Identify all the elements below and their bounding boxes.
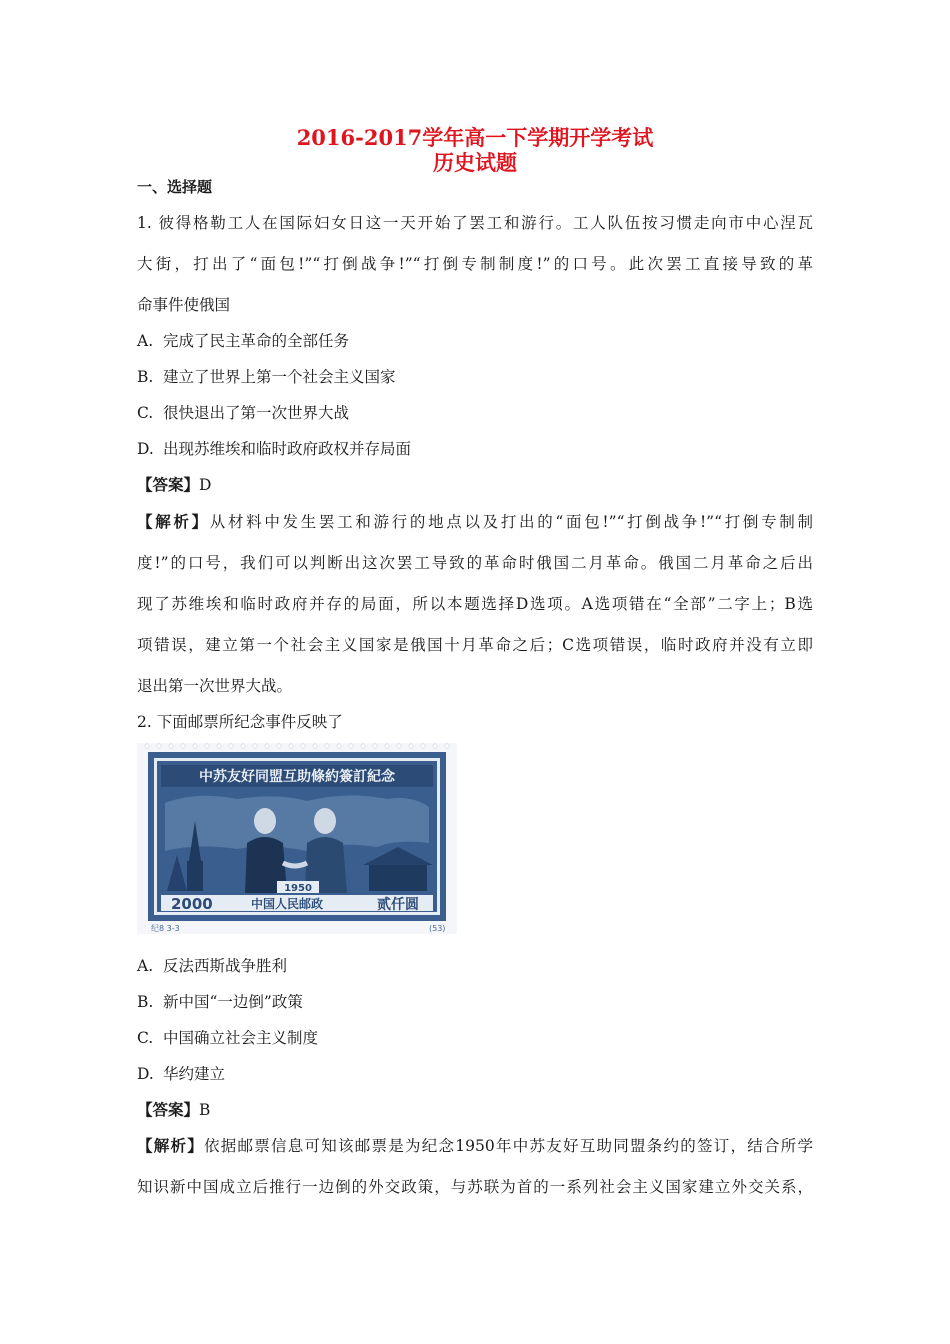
q1-answer xyxy=(137,474,211,496)
stamp-value: 2000 xyxy=(171,895,213,913)
q1-analysis-line-3: 现了苏维埃和临时政府并存的局面，所以本题选择D选项。A选项错在“全部”二字上；B选 xyxy=(137,595,813,613)
stamp-issuer: 中国人民邮政 xyxy=(250,897,324,911)
option-letter: B. xyxy=(137,368,154,386)
q1-stem-line-2: 大街，打出了“面包!”“打倒战争!”“打倒专制制度!”的口号。此次罢工直接导致的革 xyxy=(137,255,813,273)
option-letter: D. xyxy=(137,440,154,458)
q1-analysis-line-5: 退出第一次世界大战。 xyxy=(137,677,293,695)
answer-label: 【答案】 xyxy=(137,475,200,494)
stamp-image xyxy=(137,743,457,934)
answer-label: 【答案】 xyxy=(137,1100,200,1119)
analysis-text: 依据邮票信息可知该邮票是为纪念1950年中苏友好互助同盟条约的签订，结合所学 xyxy=(204,1137,813,1155)
answer-value: B xyxy=(199,1101,211,1119)
stamp-header: 中苏友好同盟互助條約簽訂紀念 xyxy=(199,769,395,785)
document-subtitle: 历史试题 xyxy=(433,150,517,175)
q1-analysis-line-2: 度!”的口号，我们可以判断出这次罢工导致的革命时俄国二月革命。俄国二月革命之后出 xyxy=(137,554,813,572)
stamp-serial: (53) xyxy=(429,924,446,933)
analysis-label: 【解析】 xyxy=(137,1136,205,1155)
option-text: 反法西斯战争胜利 xyxy=(163,957,288,975)
q1-stem-line-3: 命事件使俄国 xyxy=(137,296,231,314)
option-text: 华约建立 xyxy=(163,1065,226,1083)
option-text: 中国确立社会主义制度 xyxy=(163,1029,319,1047)
option-letter: A. xyxy=(137,332,154,350)
option-letter: C. xyxy=(137,404,154,422)
option-letter: A. xyxy=(137,957,154,975)
option-letter: D. xyxy=(137,1065,154,1083)
stamp-year: 1950 xyxy=(284,883,312,894)
q2-option-c xyxy=(137,1027,318,1049)
q1-stem-line-1: 1. 彼得格勒工人在国际妇女日这一天开始了罢工和游行。工人队伍按习惯走向市中心涅瓦 xyxy=(137,214,813,232)
analysis-label: 【解析】 xyxy=(137,512,210,531)
option-letter: B. xyxy=(137,993,154,1011)
option-text: 建立了世界上第一个社会主义国家 xyxy=(163,368,396,386)
q2-option-d xyxy=(137,1063,225,1085)
q2-analysis-line-2: 知识新中国成立后推行一边倒的外交政策，与苏联为首的一系列社会主义国家建立外交关系， xyxy=(137,1178,813,1196)
q2-option-b xyxy=(137,991,303,1013)
q1-option-a xyxy=(137,330,349,352)
q2-stem: 2. 下面邮票所纪念事件反映了 xyxy=(137,713,343,731)
q1-analysis-line-1 xyxy=(137,511,813,533)
option-text: 完成了民主革命的全部任务 xyxy=(163,332,350,350)
stamp-code: 纪8 3-3 xyxy=(151,924,180,933)
section-heading: 一、选择题 xyxy=(137,178,213,196)
option-text: 新中国“一边倒”政策 xyxy=(163,993,303,1011)
option-text: 很快退出了第一次世界大战 xyxy=(163,404,350,422)
q1-option-c xyxy=(137,402,349,424)
q1-option-b xyxy=(137,366,396,388)
option-letter: C. xyxy=(137,1029,154,1047)
q1-option-d xyxy=(137,438,411,460)
q1-analysis-line-4: 项错误，建立第一个社会主义国家是俄国十月革命之后；C选项错误，临时政府并没有立即 xyxy=(137,636,813,654)
option-text: 出现苏维埃和临时政府政权并存局面 xyxy=(163,440,412,458)
q2-option-a xyxy=(137,955,287,977)
analysis-text: 从材料中发生罢工和游行的地点以及打出的“面包!”“打倒战争!”“打倒专制制 xyxy=(209,513,813,531)
answer-value: D xyxy=(199,476,212,494)
document-title: 2016-2017学年高一下学期开学考试 xyxy=(296,125,654,150)
q2-answer xyxy=(137,1099,210,1121)
q2-analysis-line-1 xyxy=(137,1135,813,1157)
stamp-value-cn: 贰仟圆 xyxy=(377,897,419,913)
